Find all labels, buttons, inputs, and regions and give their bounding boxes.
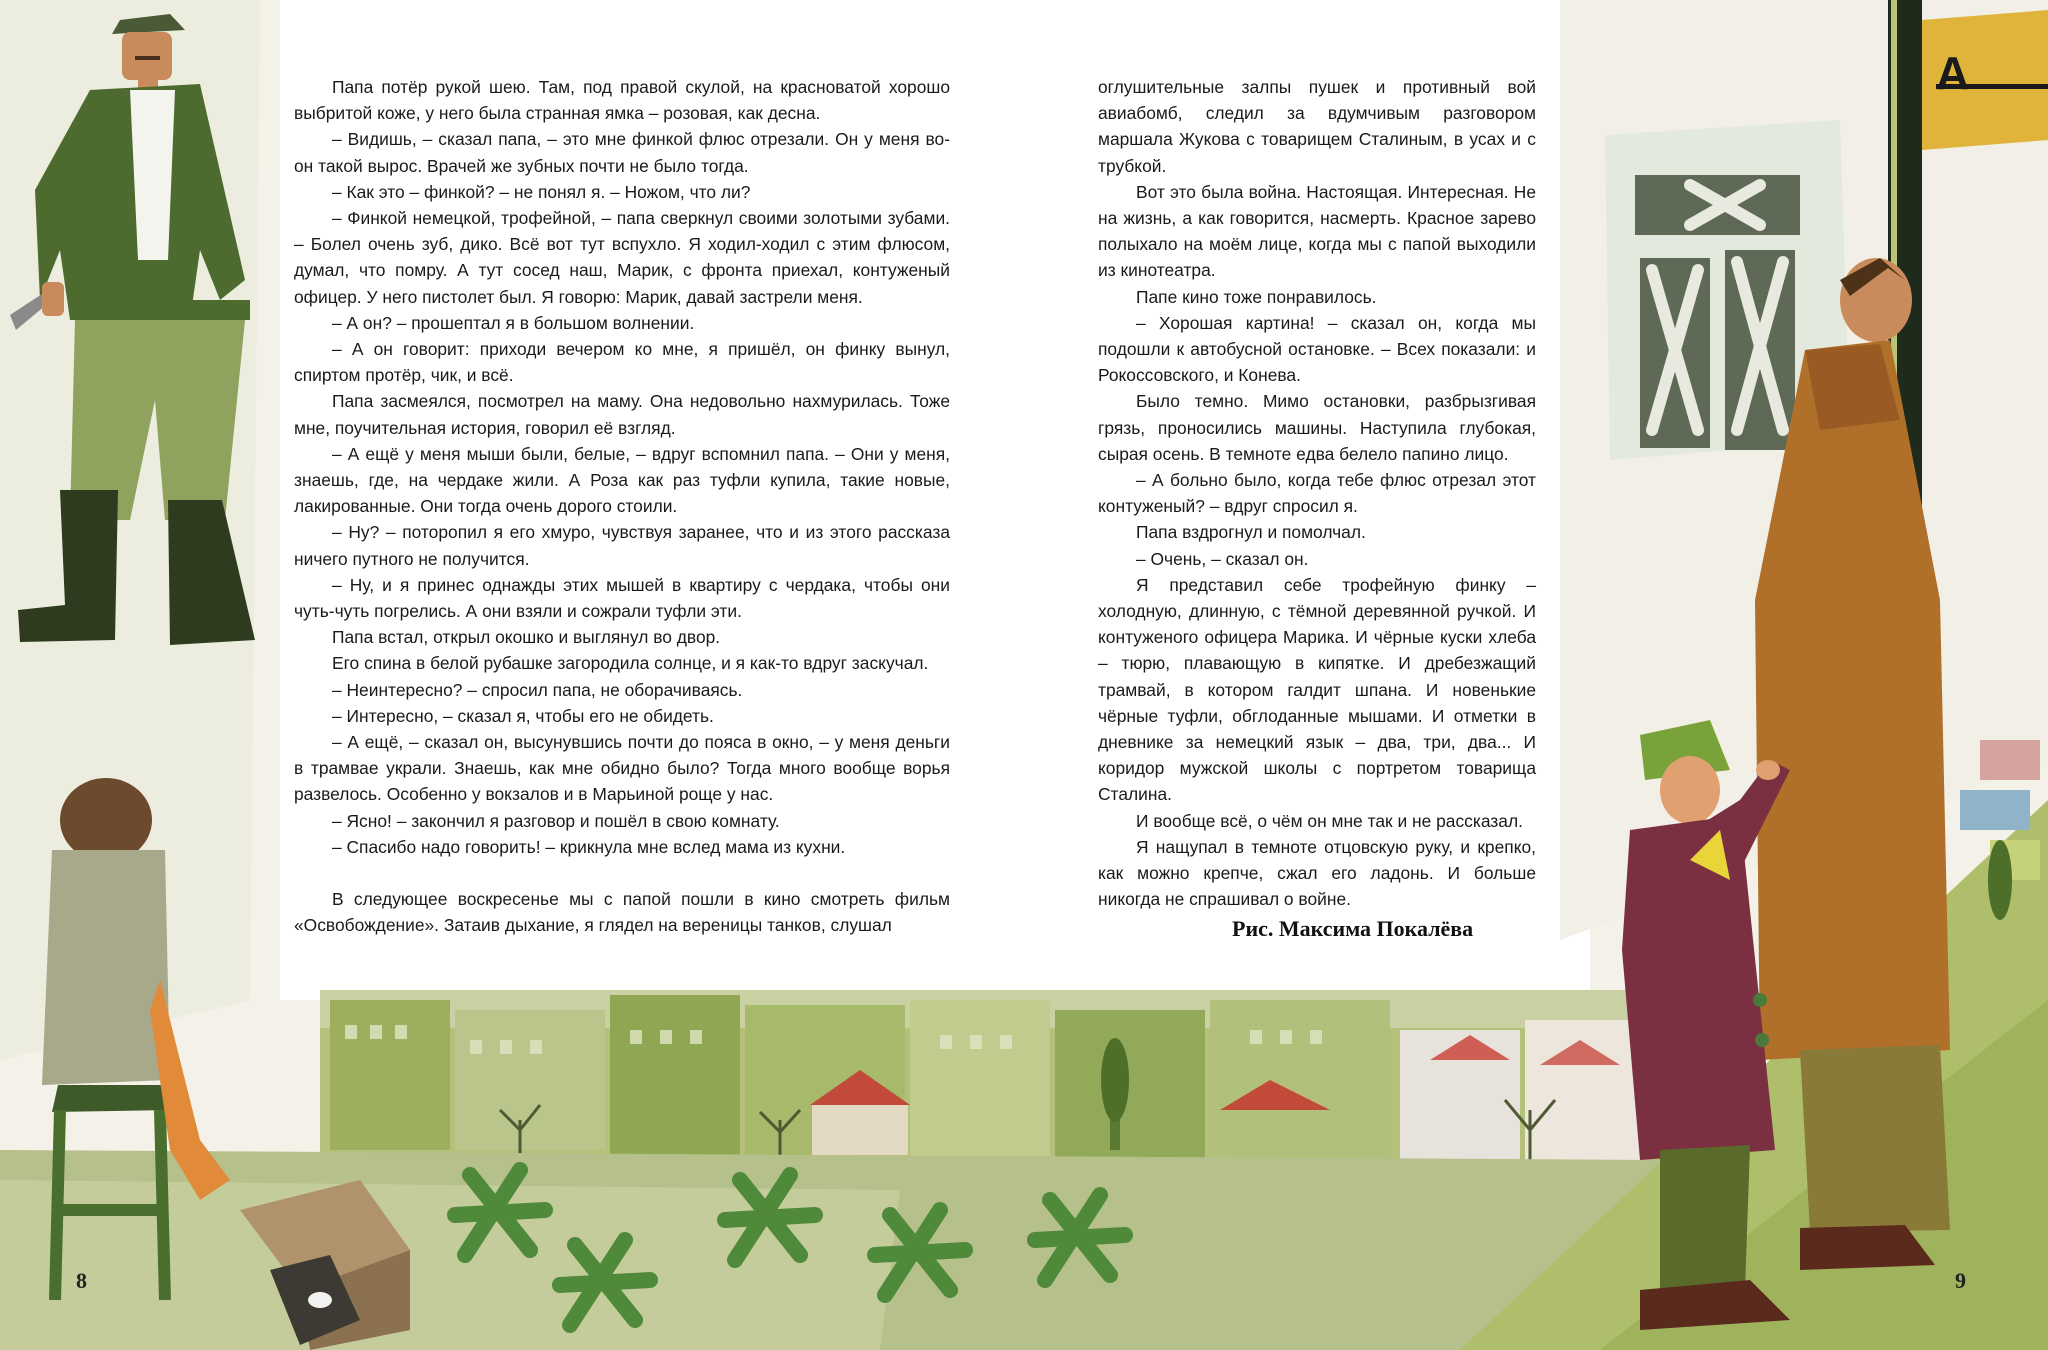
left-paragraph: – А он? – прошептал я в большом волнении. [332, 312, 695, 333]
right-paragraph: Я представил себе трофейную финку – холодную, длинную, с тёмной деревянной ручкой. И контуженого офицера Марика. И чёрные куски хлеба – тюрю, плавающую в кипятке. И дребезжащий трамвай, в котором галдит шпана. И новенькие чёрные туфли, обглоданные мышами. И отметки в дневнике за немецкий язык – два, три, два... И коридор мужской школы с портретом товарища Сталина. [1098, 574, 1536, 805]
right-paragraph: – А больно было, когда тебе флюс отрезал этот контуженый? – вдруг спросил я. [1098, 470, 1536, 517]
left-page-text [294, 74, 950, 939]
right-page-text [1098, 74, 1536, 913]
left-paragraph: – Ну? – поторопил я его хмуро, чувствуя заранее, что и из этого рассказа ничего путного не получится. [294, 522, 950, 569]
left-paragraph: – Финкой немецкой, трофейной, – папа сверкнул своими золотыми зубами. – Болел очень зуб, дико. Всё вот тут вспухло. Я ходил-ходил с этим флюсом, думал, что помру. А тут сосед наш, Марик, с фронта приехал, контуженый офицер. У него пистолет был. Я говорю: Марик, давай застрели меня. [294, 208, 950, 307]
left-paragraph: – Ну, и я принес однажды этих мышей в квартиру с чердака, чтобы они чуть-чуть погрелись. А они взяли и сожрали туфли эти. [294, 574, 950, 622]
left-paragraph: Папа засмеялся, посмотрел на маму. Она недовольно нахмурилась. Тоже мне, поучительная история, говорил её взгляд. [294, 391, 950, 438]
town-strip [320, 990, 1660, 1180]
right-paragraph: Вот это была война. Настоящая. Интересная. Не на жизнь, а как говорится, насмерть. Красное зарево полыхало на моём лице, когда мы с папой выходили из кинотеатра. [1098, 181, 1536, 281]
right-paragraph: Папе кино тоже понравилось. [1136, 286, 1377, 307]
right-paragraph: – Очень, – сказал он. [1136, 548, 1309, 569]
right-paragraph: Папа вздрогнул и помолчал. [1136, 522, 1366, 543]
illustrator-credit: Рис. Максима Покалёва [1232, 916, 1474, 941]
left-paragraph: – А ещё у меня мыши были, белые, – вдруг вспомнил папа. – Они у меня, знаешь, где, на чердаке жили. А Роза как раз туфли купила, такие новые, лакированные. Они тогда очень дорого стоили. [294, 443, 950, 517]
page-number-right: 9 [1955, 1268, 1966, 1293]
left-paragraph: Его спина в белой рубашке загородила солнце, и я как-то вдруг заскучал. [332, 653, 929, 674]
left-paragraph: В следующее воскресенье мы с папой пошли в кино смотреть фильм «Освобождение». Затаив дыхание, я глядел на вереницы танков, слушал [294, 889, 950, 936]
left-paragraph: – Интересно, – сказал я, чтобы его не обидеть. [332, 705, 714, 726]
left-paragraph: – Неинтересно? – спросил папа, не оборачиваясь. [332, 679, 743, 700]
right-paragraph: оглушительные залпы пушек и противный вой авиабомб, следил за вдумчивым разговором маршала Жукова с товарищем Сталиным, в усах и с трубкой. [1098, 77, 1536, 176]
left-paragraph: Папа потёр рукой шею. Там, под правой скулой, на красноватой хорошо выбритой коже, у него была странная ямка – розовая, как десна. [294, 77, 950, 124]
left-paragraph: – Как это – финкой? – не понял я. – Ножом, что ли? [332, 181, 751, 202]
bus-stop-sign-letter: А [1936, 47, 1970, 99]
left-paragraph: – А ещё, – сказал он, высунувшись почти до пояса в окно, – у меня деньги в трамвае украли. Знаешь, как мне обидно было? Тогда много вообще ворья развелось. Особенно у вокзалов и в Марьиной роще у нас. [294, 732, 950, 805]
right-paragraph: И вообще всё, о чём он мне так и не рассказал. [1136, 810, 1523, 831]
left-paragraph: – Видишь, – сказал папа, – это мне финкой флюс отрезали. Он у меня во-он такой вырос. Врачей же зубных почти не было тогда. [294, 129, 950, 176]
right-paragraph: – Хорошая картина! – сказал он, когда мы подошли к автобусной остановке. – Всех показали: и Рокоссовского, и Конева. [1098, 312, 1536, 386]
right-paragraph: Я нащупал в темноте отцовскую руку, и крепко, как можно крепче, сжал его ладонь. И больше никогда не спрашивал о войне. [1098, 836, 1536, 910]
left-paragraph: – Спасибо надо говорить! – крикнула мне вслед мама из кухни. [332, 836, 846, 857]
page-number-left: 8 [76, 1268, 87, 1293]
left-paragraph: – Ясно! – закончил я разговор и пошёл в свою комнату. [332, 810, 780, 831]
left-paragraph: – А он говорит: приходи вечером ко мне, я пришёл, он финку вынул, спиртом протёр, чик, и всё. [294, 339, 950, 386]
right-paragraph: Было темно. Мимо остановки, разбрызгивая грязь, проносились машины. Наступила глубокая, сырая осень. В темноте едва белело папино лицо. [1098, 391, 1536, 464]
left-paragraph: Папа встал, открыл окошко и выглянул во двор. [332, 627, 721, 648]
